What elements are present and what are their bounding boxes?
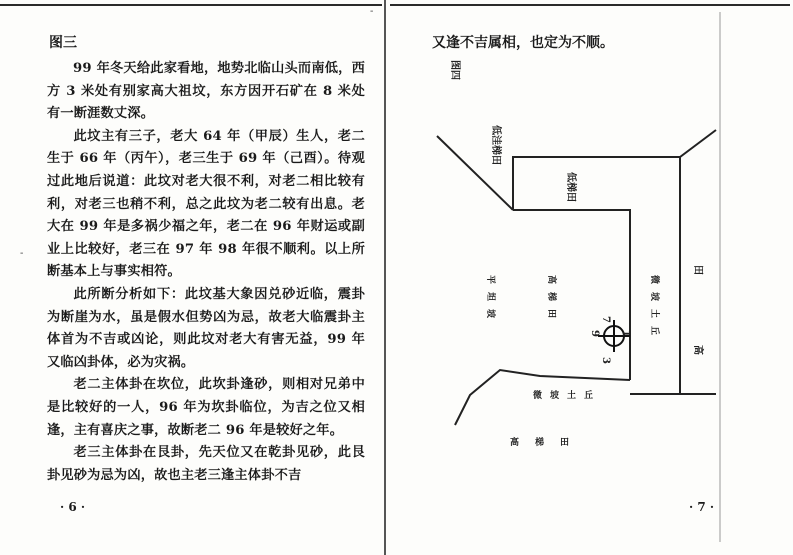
label-right-field: 田 — [692, 265, 703, 275]
paragraph-text: 此所断分析如下：此坟基大象因兑砂近临，震卦为断崖为水，虽是假水但势凶为忌，故老大临震卦主体首为不吉或凶论，则此坟对老大有害无益，99 年又临凶卦体，必为灾祸。 — [47, 286, 365, 370]
top-rule-right — [390, 4, 790, 6]
diagram-edge — [513, 130, 716, 210]
scan-dash-mark: - — [20, 248, 24, 259]
page-number-left: · 6 · — [60, 500, 86, 514]
compass-number-left: 9 — [589, 330, 600, 337]
continuation-text: 又逢不吉属相，也定为不顺。 — [432, 35, 614, 51]
paragraph — [47, 126, 365, 284]
paragraph-text: 99 年冬天给此家看地，地势北临山头而南低，西方 3 米处有别家高大祖坟，东方因开石矿在 8 米处有一断涯数丈深。 — [47, 61, 365, 122]
label-flat-slope: 平坦坡 — [485, 275, 495, 327]
paragraph-text: 老二主体卦在坎位，此坎卦逢砂，则相对兄弟中是比较好的一人，96 年为坎卦临位，为吉之位又相逢，主有喜庆之事，故断老二 96 年是较好之年。 — [47, 377, 365, 438]
label-high-right: 高 — [692, 345, 703, 355]
paragraph — [47, 284, 365, 374]
label-bottom-field: 高梯田 — [510, 438, 586, 448]
label-mound-right: 微坡土丘 — [649, 275, 659, 344]
left-page — [47, 32, 365, 487]
compass-number-top: 7 — [600, 316, 611, 323]
right-edge-shadow — [719, 12, 721, 542]
label-mound-bottom: 微坡土丘 — [533, 391, 602, 401]
book-spine — [384, 0, 386, 555]
scan-dash-mark: - — [370, 6, 374, 17]
compass-number-bottom-right: 1 — [620, 330, 631, 337]
figure-title: 图三 — [49, 35, 77, 51]
compass-number-bottom-left: 3 — [600, 357, 611, 364]
label-low-field: 低洼梯田 — [490, 125, 501, 165]
diagram-edge — [437, 136, 513, 210]
paragraph — [47, 442, 365, 487]
top-rule-left — [0, 4, 382, 6]
compass-symbol — [598, 320, 630, 352]
label-upper-field: 低梯田 — [565, 172, 576, 202]
diagram-edge — [513, 210, 630, 380]
paragraph — [47, 58, 365, 126]
paragraph-text: 此坟主有三子，老大 64 年（甲辰）生人，老二生于 66 年（丙午），老三生于 69 年（己酉）。待观过此地后说道：此坟对老大很不利，对老二相比较有利，对老三也稍不利，总之此坟为老二较有出息。老大在 99 年是多祸少福之年，老二在 96 年财运或副业上比较好，老三在 97 年 98 年很不顺利。以上所断基本上与事实相符。 — [47, 128, 365, 280]
diagram-edge — [455, 370, 630, 425]
page-number-right: · 7 · — [689, 500, 715, 514]
label-figure: 图四 — [449, 60, 460, 80]
label-terrace: 高梯田 — [546, 275, 556, 327]
paragraph-text: 老三主体卦在艮卦，先天位又在乾卦见砂，此艮卦见砂为忌为凶，故也主老三逢主体卦不吉 — [47, 445, 365, 483]
paragraph — [47, 374, 365, 442]
